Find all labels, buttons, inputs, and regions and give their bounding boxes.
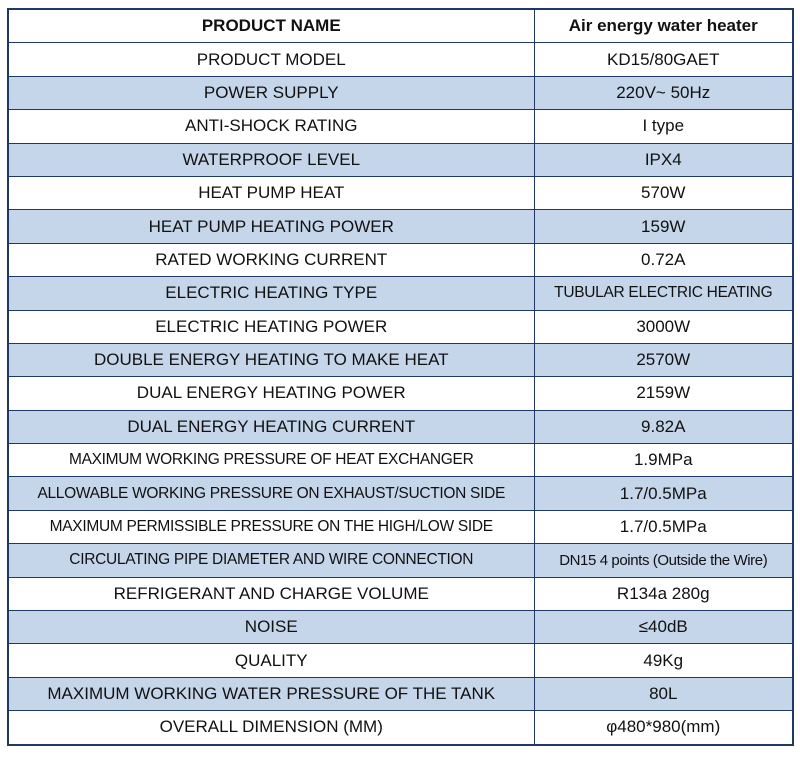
row-label: RATED WORKING CURRENT bbox=[8, 243, 534, 276]
row-label: ELECTRIC HEATING TYPE bbox=[8, 277, 534, 310]
row-value: 1.9MPa bbox=[534, 444, 793, 477]
table-row bbox=[8, 677, 793, 710]
table-header-row bbox=[8, 9, 793, 43]
row-label: MAXIMUM WORKING PRESSURE OF HEAT EXCHANGER bbox=[8, 444, 534, 477]
row-value: KD15/80GAET bbox=[534, 43, 793, 76]
row-label: DOUBLE ENERGY HEATING TO MAKE HEAT bbox=[8, 343, 534, 376]
row-value: I type bbox=[534, 110, 793, 143]
row-label: MAXIMUM WORKING WATER PRESSURE OF THE TANK bbox=[8, 677, 534, 710]
row-label: REFRIGERANT AND CHARGE VOLUME bbox=[8, 577, 534, 610]
row-value: 2159W bbox=[534, 377, 793, 410]
spec-table bbox=[7, 8, 794, 746]
table-row bbox=[8, 444, 793, 477]
row-label: QUALITY bbox=[8, 644, 534, 677]
row-label: DUAL ENERGY HEATING POWER bbox=[8, 377, 534, 410]
table-row bbox=[8, 377, 793, 410]
table-row bbox=[8, 577, 793, 610]
row-value: 9.82A bbox=[534, 410, 793, 443]
row-value: R134a 280g bbox=[534, 577, 793, 610]
row-value: φ480*980(mm) bbox=[534, 711, 793, 745]
row-value: DN15 4 points (Outside the Wire) bbox=[534, 544, 793, 577]
row-label: HEAT PUMP HEATING POWER bbox=[8, 210, 534, 243]
row-value: 1.7/0.5MPa bbox=[534, 510, 793, 543]
row-value: TUBULAR ELECTRIC HEATING bbox=[534, 277, 793, 310]
table-row bbox=[8, 210, 793, 243]
row-label: HEAT PUMP HEAT bbox=[8, 176, 534, 209]
row-value: 3000W bbox=[534, 310, 793, 343]
row-label: POWER SUPPLY bbox=[8, 76, 534, 109]
row-label: PRODUCT MODEL bbox=[8, 43, 534, 76]
row-value: IPX4 bbox=[534, 143, 793, 176]
row-label: WATERPROOF LEVEL bbox=[8, 143, 534, 176]
table-row bbox=[8, 243, 793, 276]
row-value: 49Kg bbox=[534, 644, 793, 677]
table-row bbox=[8, 544, 793, 577]
row-label: ANTI-SHOCK RATING bbox=[8, 110, 534, 143]
table-row bbox=[8, 310, 793, 343]
row-value: 159W bbox=[534, 210, 793, 243]
table-row bbox=[8, 711, 793, 745]
table-row bbox=[8, 644, 793, 677]
header-value: Air energy water heater bbox=[534, 9, 793, 43]
table-row bbox=[8, 176, 793, 209]
table-row bbox=[8, 343, 793, 376]
row-value: 80L bbox=[534, 677, 793, 710]
row-label: OVERALL DIMENSION (MM) bbox=[8, 711, 534, 745]
table-row bbox=[8, 611, 793, 644]
row-label: MAXIMUM PERMISSIBLE PRESSURE ON THE HIGH/LOW SIDE bbox=[8, 510, 534, 543]
table-row bbox=[8, 277, 793, 310]
row-value: 0.72A bbox=[534, 243, 793, 276]
table-row bbox=[8, 410, 793, 443]
row-label: NOISE bbox=[8, 611, 534, 644]
header-label: PRODUCT NAME bbox=[8, 9, 534, 43]
table-row bbox=[8, 510, 793, 543]
row-value: 1.7/0.5MPa bbox=[534, 477, 793, 510]
row-label: ELECTRIC HEATING POWER bbox=[8, 310, 534, 343]
table-row bbox=[8, 43, 793, 76]
table-row bbox=[8, 143, 793, 176]
row-value: 570W bbox=[534, 176, 793, 209]
row-value: 220V~ 50Hz bbox=[534, 76, 793, 109]
table-row bbox=[8, 110, 793, 143]
row-label: ALLOWABLE WORKING PRESSURE ON EXHAUST/SUCTION SIDE bbox=[8, 477, 534, 510]
table-row bbox=[8, 76, 793, 109]
table-row bbox=[8, 477, 793, 510]
row-label: DUAL ENERGY HEATING CURRENT bbox=[8, 410, 534, 443]
row-value: 2570W bbox=[534, 343, 793, 376]
row-label: CIRCULATING PIPE DIAMETER AND WIRE CONNECTION bbox=[8, 544, 534, 577]
row-value: ≤40dB bbox=[534, 611, 793, 644]
